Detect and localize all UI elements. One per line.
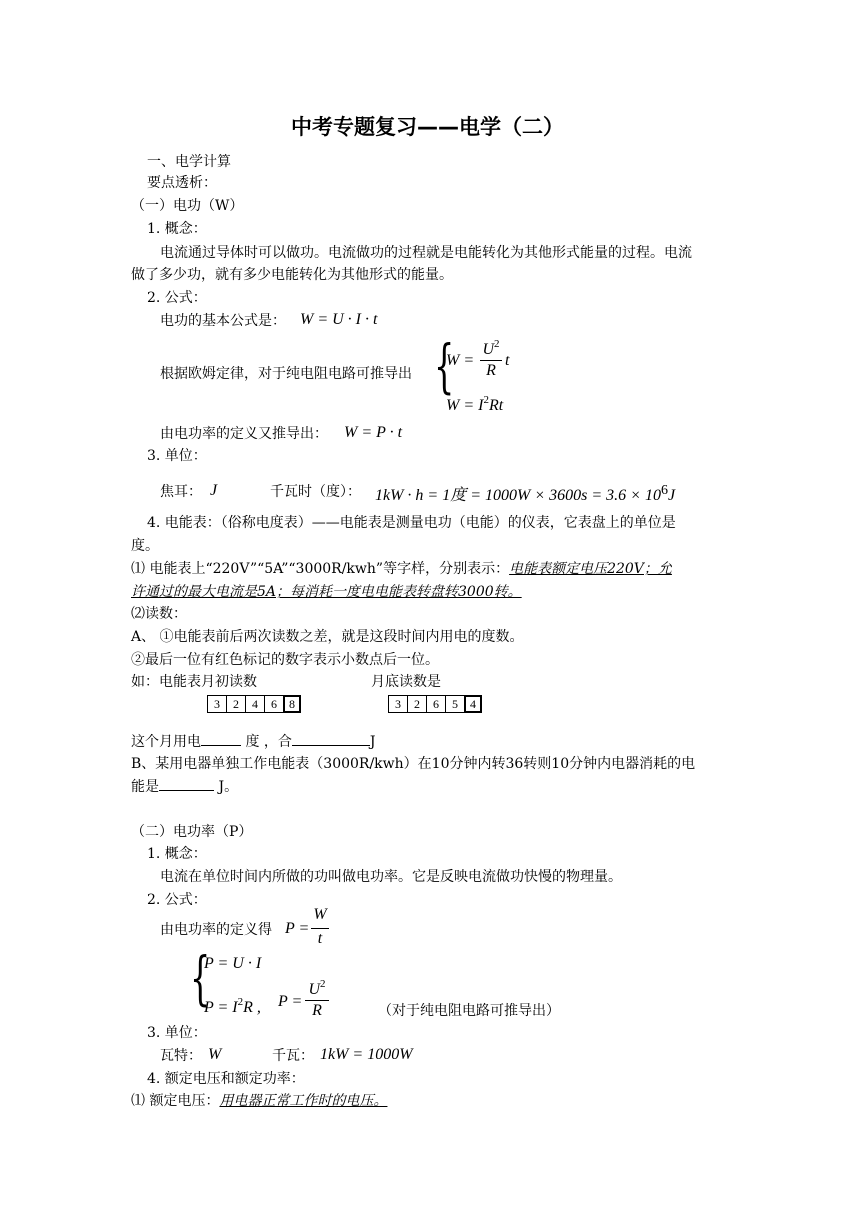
meter-line: 4. 电能表：（俗称电度表）——电能表是测量电功（电能）的仪表，它表盘上的单位是 xyxy=(147,515,676,531)
reading-label: ⑵读数： xyxy=(131,606,187,622)
power-def-formula: W = P · t xyxy=(344,424,403,441)
formula-w-i2rt: $W = I^2Rt$ xyxy=(446,394,504,414)
unit-watt-symbol: W xyxy=(208,1046,222,1063)
page-title: 中考专题复习——电学（二） xyxy=(291,115,564,139)
left-brace: { xyxy=(190,944,211,1012)
unit-watt-text: 瓦特： xyxy=(160,1048,202,1064)
rated-label: 4. 额定电压和额定功率： xyxy=(147,1071,305,1087)
answer-underlined: 用电器正常工作时的电压。 xyxy=(219,1093,388,1109)
question-b-line: B、某用电器单独工作电能表（3000R/kwh）在10分钟内转36转则10分钟内电器消耗的电 xyxy=(131,756,696,772)
concept-label: 1. 概念： xyxy=(147,221,207,237)
fraction-bar xyxy=(305,1000,329,1001)
answer-underlined: 电能表额定电压220V；允 xyxy=(509,561,672,577)
ohm-text: 根据欧姆定律，对于纯电阻电路可推导出 xyxy=(160,366,412,382)
meter-digit-decimal: 8 xyxy=(283,695,301,713)
fraction-bar xyxy=(480,360,502,361)
meter-digit: 2 xyxy=(226,695,246,713)
reading-b: ②最后一位有红色标记的数字表示小数点后一位。 xyxy=(131,652,439,668)
formula-basic-text: 电功的基本公式是： xyxy=(160,313,286,329)
formula-basic: W = U · I · t xyxy=(300,311,378,328)
question-b-line: 能是 J。 xyxy=(131,776,238,797)
answer-blank[interactable] xyxy=(292,731,370,746)
answer-blank[interactable] xyxy=(201,731,241,746)
formula-lhs: P = xyxy=(278,993,303,1010)
unit-label: 3. 单位： xyxy=(147,448,207,464)
concept-label: 1. 概念： xyxy=(147,846,207,862)
fraction-bar xyxy=(311,928,329,929)
formula-lhs: P = xyxy=(285,920,310,937)
meter-digits-end xyxy=(389,695,482,713)
def-text: 由电功率的定义得 xyxy=(160,922,272,938)
unit-label: 3. 单位： xyxy=(147,1025,207,1041)
unit-kw-text: 千瓦： xyxy=(272,1048,314,1064)
formula-label: 2. 公式： xyxy=(147,290,207,306)
meter-digit: 6 xyxy=(426,695,446,713)
example-end-label: 月底读数是 xyxy=(371,674,441,690)
meter-digit: 4 xyxy=(245,695,265,713)
meter-digit: 2 xyxy=(407,695,427,713)
rated-voltage: ⑴ 额定电压：用电器正常工作时的电压。 xyxy=(131,1093,388,1109)
part1-heading: （一）电功（W） xyxy=(131,198,244,214)
fraction-numerator: $U^2$ xyxy=(308,978,326,998)
answer-underlined: 许通过的最大电流是5A；每消耗一度电电能表转盘转3000转。 xyxy=(131,584,522,600)
unit-joule-text: 焦耳： xyxy=(160,484,202,500)
fraction-numerator: $U^2$ xyxy=(482,338,500,358)
formula-p-i2r: $P = I^2R$ , xyxy=(204,996,261,1016)
unit-kwh-formula: 1kW · h = 1度 = 1000W × 3600s = 3.6 × 106J xyxy=(375,483,676,504)
answer-blank[interactable] xyxy=(159,776,214,791)
concept-line: 做了多少功，就有多少电能转化为其他形式的能量。 xyxy=(131,267,453,283)
concept-text: 电流在单位时间内所做的功叫做电功率。它是反映电流做功快慢的物理量。 xyxy=(160,869,622,885)
formula-lhs: W = xyxy=(446,352,475,369)
formula-label: 2. 公式： xyxy=(147,892,207,908)
concept-line: 电流通过导体时可以做功。电流做功的过程就是电能转化为其他形式能量的过程。电流 xyxy=(160,245,692,261)
unit-joule-symbol: J xyxy=(210,482,218,499)
fraction-denominator: R xyxy=(486,362,496,379)
formula-p-ui: P = U · I xyxy=(204,955,262,972)
left-brace: { xyxy=(434,332,455,400)
reading-a: A、 ①电能表前后两次读数之差，就是这段时间内用电的度数。 xyxy=(131,629,524,645)
unit-kwh-text: 千瓦时（度）： xyxy=(270,484,361,500)
unit-kw-formula: 1kW = 1000W xyxy=(320,1046,413,1063)
section-heading: 一、电学计算 xyxy=(147,154,231,170)
meter-digit: 5 xyxy=(445,695,465,713)
meter-digit: 3 xyxy=(207,695,227,713)
fraction-denominator: R xyxy=(312,1002,322,1019)
meter-point-1: ⑴ 电能表上“220V”“5A”“3000R/kwh”等字样，分别表示：电能表额定电压220V；允 xyxy=(131,561,672,577)
formula-tail: t xyxy=(505,352,510,369)
example-start-label: 如：电能表月初读数 xyxy=(131,674,257,690)
key-points-label: 要点透析： xyxy=(147,175,217,191)
formula-note: （对于纯电阻电路可推导出） xyxy=(378,1003,560,1019)
fraction-denominator: t xyxy=(317,930,323,947)
meter-line: 度。 xyxy=(131,538,159,554)
part2-heading: （二）电功率（P） xyxy=(131,824,253,840)
meter-digit-decimal: 4 xyxy=(464,695,482,713)
month-usage-question: 这个月用电 度 ，合 J xyxy=(131,731,376,752)
meter-digit: 3 xyxy=(388,695,408,713)
meter-digits-start xyxy=(208,695,301,713)
meter-digit: 6 xyxy=(264,695,284,713)
power-def-text: 由电功率的定义又推导出： xyxy=(160,426,328,442)
fraction-numerator: W xyxy=(313,906,327,923)
